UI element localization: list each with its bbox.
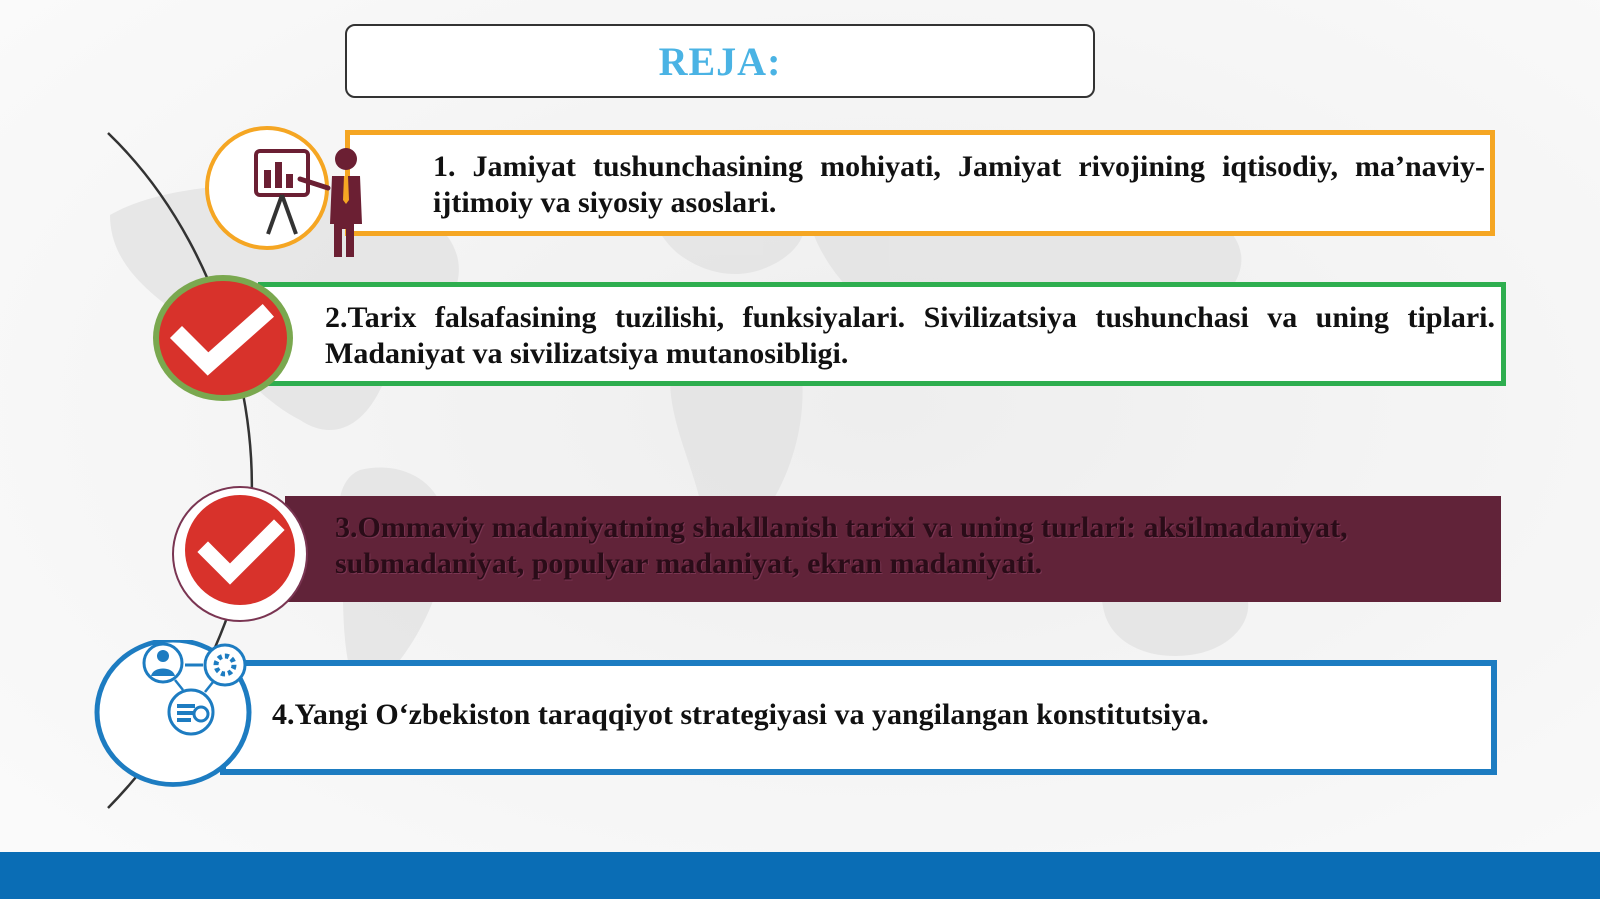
plan-item-4-text: 4.Yangi O‘zbekiston taraqqiyot strategiyasi va yangilangan konstitutsiya. <box>272 698 1209 731</box>
plan-item-3 <box>285 496 1501 602</box>
footer-bar <box>0 852 1600 899</box>
title-box <box>345 24 1095 98</box>
plan-item-2-text: 2.Tarix falsafasining tuzilishi, funksiyalari. Sivilizatsiya tushunchasi va uning tiplari. Madaniyat va sivilizatsiya mutanosibligi. <box>325 301 1495 370</box>
checkmark-icon <box>170 484 310 624</box>
plan-item-1-text: 1. Jamiyat tushunchasining mohiyati, Jamiyat rivojining iqtisodiy, ma’naviy- ijtimoiy va siyosiy asoslari. <box>433 150 1485 219</box>
plan-item-1 <box>345 130 1495 236</box>
plan-item-2 <box>258 282 1506 386</box>
checkmark-icon <box>150 272 296 404</box>
page-title: REJA: <box>658 38 782 84</box>
presentation-icon <box>200 124 375 259</box>
business-network-icon <box>93 640 258 790</box>
plan-item-4 <box>220 660 1497 775</box>
plan-item-3-text: 3.Ommaviy madaniyatning shakllanish tarixi va uning turlari: aksilmadaniyat, submadaniyat, populyar madaniyat, ekran madaniyati. <box>335 511 1348 580</box>
